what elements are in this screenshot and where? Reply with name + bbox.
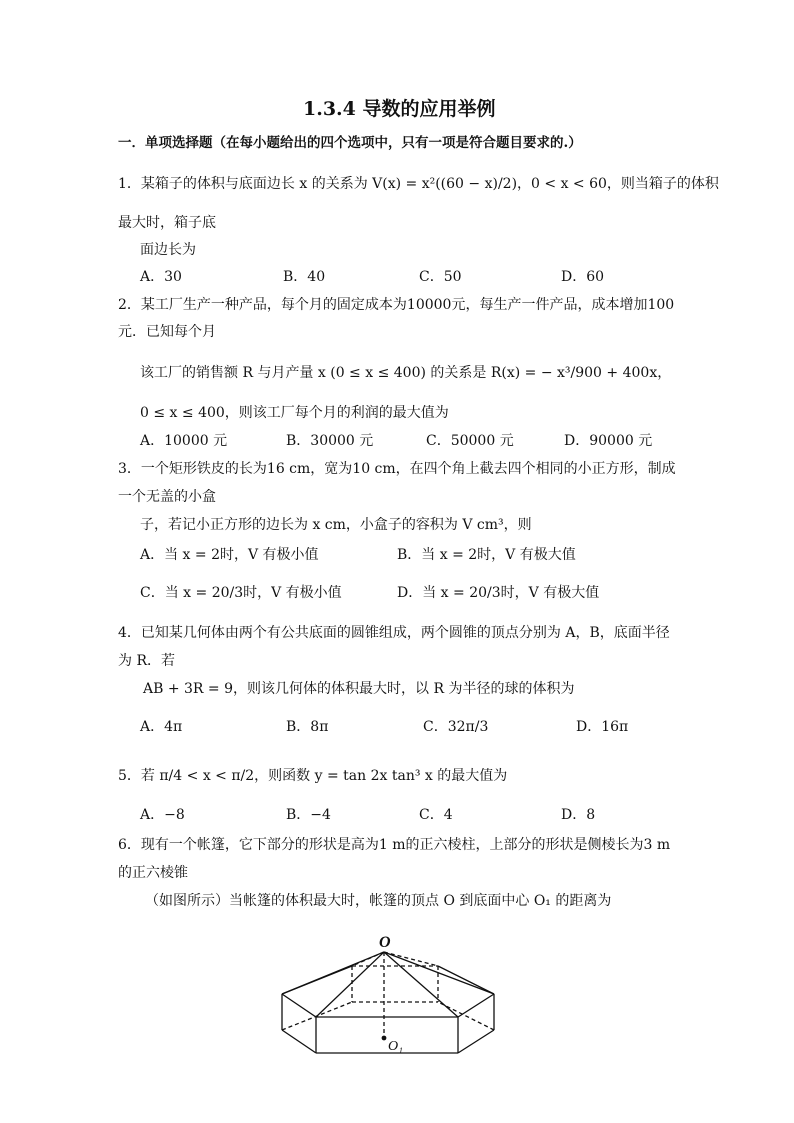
q2-option-c[interactable]: C．50000 元 [426,433,514,449]
q3-option-d[interactable]: D．当 x = 20/3时，V 有极大值 [397,585,600,601]
q3-line2: 一个无盖的小盒 [118,489,216,505]
q2-line4: 0 ≤ x ≤ 400，则该工厂每个月的利润的最大值为 [140,405,449,421]
center-label: O₁ [388,1039,403,1054]
q1-option-d[interactable]: D．60 [561,269,605,285]
q3-line1: 3．一个矩形铁皮的长为16 cm，宽为10 cm，在四个角上截去四个相同的小正方形，制成 [118,461,676,477]
q5-option-d[interactable]: D．8 [561,807,596,823]
q2-option-d[interactable]: D．90000 元 [564,433,653,449]
q6-line2: 的正六棱锥 [118,865,188,881]
page-title: 1.3.4 导数的应用举例 [303,98,496,120]
center-point [382,1036,387,1041]
q2-option-b[interactable]: B．30000 元 [286,433,374,449]
q4-option-d[interactable]: D．16π [576,719,629,735]
q3-line3: 子，若记小正方形的边长为 x cm，小盒子的容积为 V cm³，则 [140,517,532,533]
q1-option-b[interactable]: B．40 [283,269,326,285]
q6-line1: 6．现有一个帐篷，它下部分的形状是高为1 m的正六棱柱，上部分的形状是侧棱长为3 m [118,837,671,853]
q3-option-a[interactable]: A．当 x = 2时，V 有极小值 [140,547,319,563]
q4-option-b[interactable]: B．8π [286,719,329,735]
q6-line3: （如图所示）当帐篷的体积最大时，帐篷的顶点 O 到底面中心 O₁ 的距离为 [145,893,612,909]
q4-line2: 为 R．若 [118,653,175,669]
q4-line3: AB + 3R = 9，则该几何体的体积最大时，以 R 为半径的球的体积为 [143,681,575,697]
q4-option-c[interactable]: C．32π/3 [423,719,489,735]
tent-figure [270,928,510,1060]
q4-option-a[interactable]: A．4π [140,719,183,735]
q2-line2: 元．已知每个月 [118,324,216,340]
q2-option-a[interactable]: A．10000 元 [140,433,228,449]
q5-line1: 5．若 π/4 < x < π/2，则函数 y = tan 2x tan³ x 的最大值为 [118,768,508,784]
section-heading: 一．单项选择题（在每小题给出的四个选项中，只有一项是符合题目要求的.） [118,135,582,151]
q3-option-b[interactable]: B．当 x = 2时，V 有极大值 [397,547,576,563]
q5-option-c[interactable]: C．4 [419,807,453,823]
q3-option-c[interactable]: C．当 x = 20/3时，V 有极小值 [140,585,342,601]
q2-line3: 该工厂的销售额 R 与月产量 x (0 ≤ x ≤ 400) 的关系是 R(x) = − x³/900 + 400x， [140,365,672,381]
q1-line2: 最大时，箱子底 [118,215,216,231]
q1-line3: 面边长为 [140,242,196,258]
q1-option-a[interactable]: A．30 [140,269,182,285]
apex-label: O [379,934,391,951]
q4-line1: 4．已知某几何体由两个有公共底面的圆锥组成，两个圆锥的顶点分别为 A，B，底面半径 [118,625,670,641]
q5-option-a[interactable]: A．−8 [140,807,185,823]
q1-option-c[interactable]: C．50 [419,269,462,285]
q5-option-b[interactable]: B．−4 [286,807,331,823]
q2-line1: 2．某工厂生产一种产品，每个月的固定成本为10000元，每生产一件产品，成本增加100 [118,297,675,313]
q1-line1: 1．某箱子的体积与底面边长 x 的关系为 V(x) = x²((60 − x)/2)，0 < x < 60，则当箱子的体积 [118,176,719,192]
